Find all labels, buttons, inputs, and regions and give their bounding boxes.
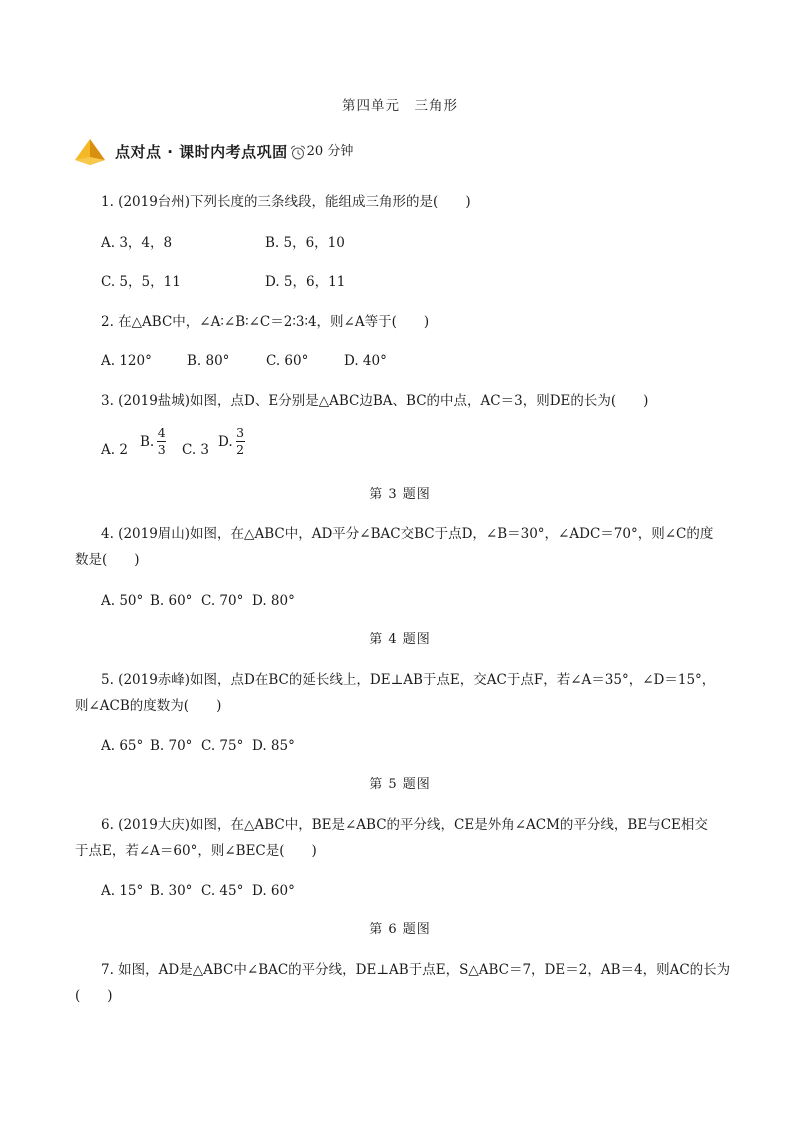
- q4-option-b: B. 60°: [150, 593, 193, 609]
- question-6-stem-line2: 于点E，若∠A＝60°，则∠BEC是( ): [75, 843, 317, 859]
- q1-option-a: A. 3，4，8: [101, 235, 173, 251]
- q6-option-c: C. 45°: [201, 883, 244, 899]
- q4-option-a: A. 50°: [101, 593, 144, 609]
- q3-option-d: D. $\frac{3}{2}$: [218, 425, 245, 457]
- q4-figure-caption: 第 4 题图: [369, 632, 431, 647]
- q1-option-c: C. 5，5，11: [101, 274, 181, 290]
- q4-option-c: C. 70°: [201, 593, 244, 609]
- q5-option-a: A. 65°: [101, 738, 144, 754]
- q6-option-b: B. 30°: [150, 883, 193, 899]
- q3-option-c: C. 3: [182, 442, 210, 458]
- alarm-clock-icon: [290, 145, 306, 160]
- unit-title: 第四单元 三角形: [342, 98, 458, 114]
- section-header: [73, 138, 353, 166]
- q5-option-b: B. 70°: [150, 738, 193, 754]
- q1-option-d: D. 5，6，11: [265, 274, 346, 290]
- q4-option-d: D. 80°: [252, 593, 295, 609]
- q3-fraction-d: $\frac{3}{2}$: [236, 425, 245, 457]
- question-6-stem-line1: 6. (2019大庆)如图，在△ABC中，BE是∠ABC的平分线，CE是外角∠ACM的平分线，BE与CE相交: [101, 817, 708, 833]
- q3-figure-caption: 第 3 题图: [369, 487, 431, 502]
- section-label: 点对点 · 课时内考点巩固: [115, 143, 288, 161]
- q2-option-c: C. 60°: [266, 353, 309, 369]
- q5-option-d: D. 85°: [252, 738, 295, 754]
- q3-option-b: B. $\frac{4}{3}$: [140, 425, 166, 457]
- pyramid-icon: [73, 138, 107, 166]
- q6-figure-caption: 第 6 题图: [369, 922, 431, 937]
- q1-option-b: B. 5，6，10: [265, 235, 345, 251]
- q2-option-b: B. 80°: [187, 353, 230, 369]
- q2-option-d: D. 40°: [344, 353, 387, 369]
- q5-figure-caption: 第 5 题图: [369, 777, 431, 792]
- timer: [290, 143, 354, 161]
- question-4-stem-line2: 数是( ): [75, 552, 140, 568]
- timer-text: 20 分钟: [306, 144, 354, 159]
- question-3-stem: 3. (2019盐城)如图，点D、E分别是△ABC边BA、BC的中点，AC＝3，则DE的长为( ): [101, 393, 649, 409]
- q6-option-d: D. 60°: [252, 883, 295, 899]
- question-4-stem-line1: 4. (2019眉山)如图，在△ABC中，AD平分∠BAC交BC于点D，∠B＝30°，∠ADC＝70°，则∠C的度: [101, 526, 714, 542]
- q6-option-a: A. 15°: [101, 883, 144, 899]
- q2-option-a: A. 120°: [101, 353, 152, 369]
- q5-option-c: C. 75°: [201, 738, 244, 754]
- question-2-stem: 2. 在△ABC中，∠A∶∠B∶∠C＝2∶3∶4，则∠A等于( ): [101, 314, 430, 330]
- question-1-stem: 1. (2019台州)下列长度的三条线段，能组成三角形的是( ): [101, 194, 471, 210]
- question-5-stem-line2: 则∠ACB的度数为( ): [75, 698, 222, 714]
- question-5-stem-line1: 5. (2019赤峰)如图，点D在BC的延长线上，DE⊥AB于点E，交AC于点F，若∠A＝35°，∠D＝15°，: [101, 672, 716, 688]
- question-7-stem-line1: 7. 如图，AD是△ABC中∠BAC的平分线，DE⊥AB于点E，S△ABC＝7，DE＝2，AB＝4，则AC的长为: [101, 962, 731, 978]
- question-7-stem-line2: ( ): [75, 988, 113, 1004]
- q3-fraction-b: $\frac{4}{3}$: [157, 425, 166, 457]
- q3-option-a: A. 2: [101, 442, 128, 458]
